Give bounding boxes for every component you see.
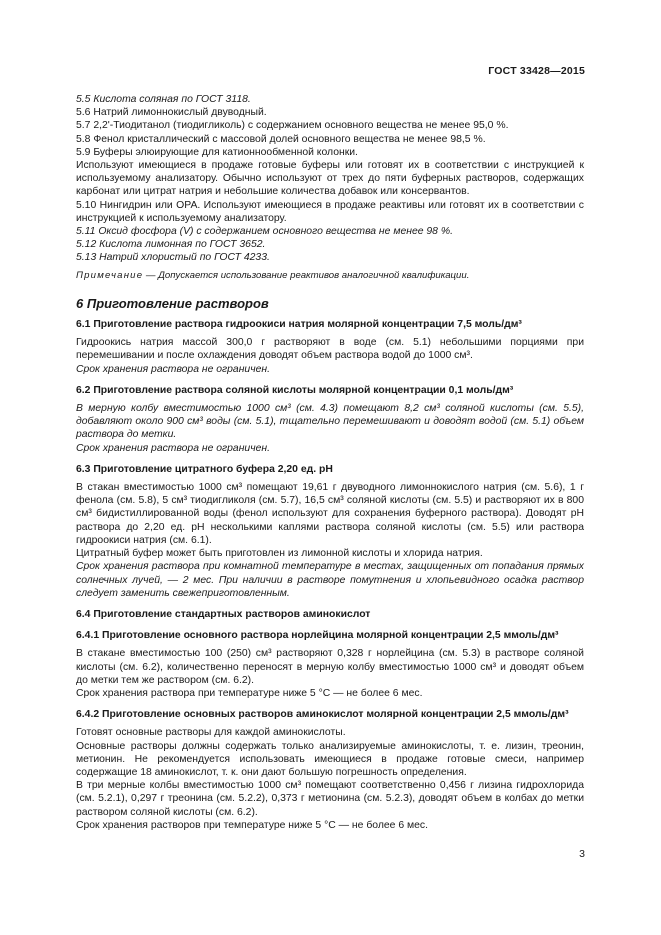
note-label: Примечание (76, 269, 144, 281)
section-6-4-2-text-3: В три мерные колбы вместимостью 1000 см³ помещают соответственно 0,456 г лизина гидрохлорида (см. 5.2.1), 0,297 г треонина (см. 5.2.2), 0,373 г метионина (см. 5.2.3), доводят объем в колбах до метки раствором соляной кислоты (см. 6.2). (76, 780, 584, 818)
section-6-4-2-text-2: Основные растворы должны содержать только анализируемые аминокислоты, т. е. лизин, треонин, метионин. Не рекомендуется использовать имеющиеся в продаже готовые смеси, например содержащие 18 аминокислот, т. к. они дают большую погрешность определения. (76, 740, 584, 778)
section-6-3-title: 6.3 Приготовление цитратного буфера 2,20 ед. pH (76, 463, 333, 475)
reagent-5-11: 5.11 Оксид фосфора (V) с содержанием основного вещества не менее 98 %. (76, 226, 453, 238)
reagent-5-10: 5.10 Нингидрин или ОРА. Используют имеющиеся в продаже реактивы или готовят их в соответствии с инструкцией к используемому анализатору. (76, 199, 584, 224)
section-6-4-title: 6.4 Приготовление стандартных растворов аминокислот (76, 608, 371, 620)
section-6-3-text: В стакан вместимостью 1000 см³ помещают 19,61 г двуводного лимоннокислого натрия (см. 5.6), 1 г фенола (см. 5.8), 5 см³ тиодигликоля (см. 5.7), 16,5 см³ соляной кислоты (см. 5.5) и растворяют их в 800 см³ бидистиллированной воды (фенол используют для сохранения буферного раствора). Доводят pH раствора до 2,20 ед. pH несколькими каплями раствора соляной кислоты (см. 5.5) или раствора гидроокиси натрия (см. 6.1). (76, 482, 584, 546)
section-6-3-storage: Срок хранения раствора при комнатной температуре в местах, защищенных от попадания прямых солнечных лучей, — 2 мес. При наличии в растворе помутнения и хлопьевидного осадка раствор следует заменить свежеприготовленным. (76, 561, 584, 599)
page-number: 3 (579, 848, 585, 860)
reagent-5-9: 5.9 Буферы элюирующие для катионнообменной колонки. (76, 146, 358, 158)
section-6-4-2-storage: Срок хранения растворов при температуре ниже 5 °С — не более 6 мес. (76, 819, 429, 831)
reagent-5-8: 5.8 Фенол кристаллический с массовой долей основного вещества не менее 98,5 %. (76, 133, 486, 145)
section-6-4-2-text-1: Готовят основные растворы для каждой аминокислоты. (76, 727, 346, 739)
section-6-2-storage: Срок хранения раствора не ограничен. (76, 442, 270, 454)
section-6-3-alternative: Цитратный буфер может быть приготовлен из лимонной кислоты и хлорида натрия. (76, 548, 483, 560)
section-6-1-text: Гидроокись натрия массой 300,0 г растворяют в воде (см. 5.1) небольшими порциями при перемешивании и после охлаждения доводят объем раствора водой до 1000 см³. (76, 337, 584, 362)
page-body (76, 93, 584, 832)
section-6-4-2-title: 6.4.2 Приготовление основных растворов аминокислот молярной концентрации 2,5 ммоль/дм³ (76, 709, 569, 721)
section-6-4-1-storage: Срок хранения раствора при температуре ниже 5 °С — не более 6 мес. (76, 687, 423, 699)
reagent-5-12: 5.12 Кислота лимонная по ГОСТ 3652. (76, 239, 266, 251)
document-header-standard: ГОСТ 33428—2015 (488, 65, 585, 77)
note-text: — Допускается использование реактивов аналогичной квалификации. (145, 269, 470, 281)
section-6-1-storage: Срок хранения раствора не ограничен. (76, 363, 270, 375)
section-6-4-1-text: В стакане вместимостью 100 (250) см³ растворяют 0,328 г норлейцина (см. 5.3) в растворе соляной кислоты (см. 6.2), количественно переносят в мерную колбу вместимостью 1000 см³ и доводят объем до метки тем же раствором (см. 6.2). (76, 648, 584, 686)
section-6-1-title: 6.1 Приготовление раствора гидроокиси натрия молярной концентрации 7,5 моль/дм³ (76, 319, 522, 331)
reagent-5-9-text: Используют имеющиеся в продаже готовые буферы или готовят их в соответствии с инструкцией к используемому анализатору. Обычно используют от трех до пяти буферных растворов, содержащих карбонат или цитрат натрия и небольшие количества добавок или консервантов. (76, 160, 584, 198)
section-6-2-text: В мерную колбу вместимостью 1000 см³ (см. 4.3) помещают 8,2 см³ соляной кислоты (см. 5.5), добавляют около 900 см³ воды (см. 5.1), тщательно перемешивают и доводят водой (см. 5.1) объем раствора до метки. (76, 403, 584, 441)
reagent-5-5: 5.5 Кислота соляная по ГОСТ 3118. (76, 94, 251, 105)
section-6-4-1-title: 6.4.1 Приготовление основного раствора норлейцина молярной концентрации 2,5 ммоль/дм³ (76, 630, 559, 642)
note (76, 269, 584, 282)
section-6-2-title: 6.2 Приготовление раствора соляной кислоты молярной концентрации 0,1 моль/дм³ (76, 384, 514, 396)
reagent-5-13: 5.13 Натрий хлористый по ГОСТ 4233. (76, 252, 270, 264)
reagent-5-7: 5.7 2,2'-Тиодитанол (тиодигликоль) с содержанием основного вещества не менее 95,0 %. (76, 120, 509, 132)
section-6-title: 6 Приготовление растворов (76, 295, 269, 311)
reagent-5-6: 5.6 Натрий лимоннокислый двуводный. (76, 107, 267, 119)
